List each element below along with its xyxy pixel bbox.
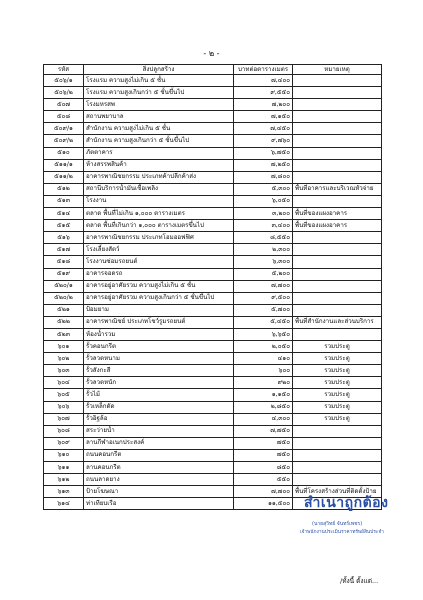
row-note: พื้นที่ของแผงอาคาร: [293, 208, 382, 220]
row-code: ๕๑๑/๑: [44, 159, 84, 171]
page-number: - ๒ -: [203, 49, 220, 58]
table-row: [44, 462, 382, 474]
row-code: ๖๑๔: [44, 498, 84, 510]
row-note: [293, 171, 382, 183]
row-price: ๗,๘๐๐: [234, 171, 293, 183]
row-code: ๕๐๗: [44, 99, 84, 111]
row-code: ๕๑๒: [44, 183, 84, 195]
row-code: ๕๑๓: [44, 195, 84, 207]
row-price: ๙๒๐: [234, 377, 293, 389]
table-row: [44, 123, 382, 135]
table-row: [44, 437, 382, 449]
row-price: ๗,๒๕๐: [234, 159, 293, 171]
row-price: ๗,๗๕๐: [234, 425, 293, 437]
row-note: [293, 328, 382, 340]
row-building: ป้อมยาม: [84, 304, 234, 316]
row-price: ๗,๗๐๐: [234, 280, 293, 292]
row-building: รั้วสังกะสี: [84, 365, 234, 377]
row-price: ๕,๗๐๐: [234, 304, 293, 316]
row-building: โรงแรม ความสูงเกินกว่า ๕ ชั้นขึ้นไป: [84, 87, 234, 99]
row-note: [293, 437, 382, 449]
row-price: ๑,๑๕๐: [234, 389, 293, 401]
row-price: ๑๑,๕๐๐: [234, 498, 293, 510]
row-note: [293, 159, 382, 171]
row-note: [293, 268, 382, 280]
table-row: [44, 316, 382, 328]
row-price: ๒,๘๕๐: [234, 401, 293, 413]
row-note: [293, 244, 382, 256]
row-code: ๕๐๙/๒: [44, 135, 84, 147]
row-code: ๖๐๘: [44, 425, 84, 437]
header-price: บาทต่อตารางเมตร: [234, 65, 293, 75]
row-code: ๕๐๖/๑: [44, 75, 84, 87]
row-price: ๕,๔๕๐: [234, 316, 293, 328]
row-price: ๖,๓๐๐: [234, 256, 293, 268]
table-row: [44, 232, 382, 244]
row-code: ๖๐๕: [44, 389, 84, 401]
row-note: [293, 123, 382, 135]
row-building: ตลาด พื้นที่ไม่เกิน ๑,๐๐๐ ตารางเมตร: [84, 208, 234, 220]
row-building: ลานคอนกรีต: [84, 462, 234, 474]
row-code: ๕๑๑/๒: [44, 171, 84, 183]
table-header-row: [44, 65, 382, 75]
row-note: พื้นที่โครงสร้างส่วนที่ติดตั้งป้าย: [293, 486, 382, 498]
table-row: [44, 280, 382, 292]
row-price: ๓,๔๐๐: [234, 220, 293, 232]
row-building: รั้วคอนกรีต: [84, 341, 234, 353]
table-row: [44, 147, 382, 159]
row-note: พื้นที่ของแผงอาคาร: [293, 220, 382, 232]
row-note: รวมประตู: [293, 365, 382, 377]
row-code: ๖๑๐: [44, 449, 84, 461]
row-note: รวมประตู: [293, 377, 382, 389]
row-note: รวมประตู: [293, 401, 382, 413]
row-note: รวมประตู: [293, 353, 382, 365]
stamp-signature: (นายสุวิทย์ จันทร์เพชร): [312, 521, 363, 527]
row-building: อาคารอยู่อาศัยรวม ความสูงไม่เกิน ๕ ชั้น: [84, 280, 234, 292]
table-row: [44, 304, 382, 316]
row-building: ถนนคอนกรีต: [84, 449, 234, 461]
table-row: [44, 135, 382, 147]
row-note: [293, 304, 382, 316]
row-code: ๕๑๔: [44, 208, 84, 220]
table-row: [44, 220, 382, 232]
row-price: ๓,๒๐๐: [234, 208, 293, 220]
row-note: [293, 135, 382, 147]
row-building: สถานพยาบาล: [84, 111, 234, 123]
row-building: โรงงานซ่อมรถยนต์: [84, 256, 234, 268]
table-row: [44, 99, 382, 111]
table-row: [44, 75, 382, 87]
row-code: ๕๒๓: [44, 328, 84, 340]
row-note: [293, 195, 382, 207]
row-code: ๖๐๑: [44, 341, 84, 353]
row-code: ๕๑๖: [44, 232, 84, 244]
row-price: ๘๕๐: [234, 462, 293, 474]
row-price: ๖,๖๕๐: [234, 328, 293, 340]
row-code: ๕๐๘: [44, 111, 84, 123]
row-building: ถนนลาดยาง: [84, 474, 234, 486]
row-code: ๖๐๒: [44, 353, 84, 365]
table-row: [44, 292, 382, 304]
row-price: ๒,๐๕๐: [234, 341, 293, 353]
row-code: ๖๐๖: [44, 401, 84, 413]
table-row: [44, 425, 382, 437]
table-row: [44, 365, 382, 377]
row-building: ตลาด พื้นที่เกินกว่า ๑,๐๐๐ ตารางเมตรขึ้นไป: [84, 220, 234, 232]
row-building: อาคารจอดรถ: [84, 268, 234, 280]
row-price: ๖๐๐: [234, 365, 293, 377]
table-row: [44, 195, 382, 207]
row-building: สำนักงาน ความสูงไม่เกิน ๕ ชั้น: [84, 123, 234, 135]
table-row: [44, 111, 382, 123]
row-building: อาคารอยู่อาศัยรวม ความสูงเกินกว่า ๕ ชั้นขึ้นไป: [84, 292, 234, 304]
row-building: รั้วลวดหนัก: [84, 377, 234, 389]
table-row: [44, 256, 382, 268]
continuation-text: /ทั้งนี้ ตั้งแต่...: [340, 577, 379, 585]
row-note: [293, 99, 382, 111]
table-row: [44, 208, 382, 220]
row-code: ๕๑๕: [44, 220, 84, 232]
row-code: ๖๐๔: [44, 377, 84, 389]
row-code: ๕๒๐/๑: [44, 280, 84, 292]
table-row: [44, 413, 382, 425]
row-code: ๕๒๒: [44, 316, 84, 328]
row-code: ๖๑๒: [44, 474, 84, 486]
row-building: ลานกีฬาอเนกประสงค์: [84, 437, 234, 449]
row-note: พื้นที่สำนักงานและส่วนบริการ: [293, 316, 382, 328]
row-building: สระว่ายน้ำ: [84, 425, 234, 437]
row-price: ๗๕๐: [234, 437, 293, 449]
row-price: ๙,๗๖๐: [234, 135, 293, 147]
row-price: ๗๕๐: [234, 449, 293, 461]
table-row: [44, 389, 382, 401]
row-note: [293, 256, 382, 268]
row-code: ๖๑๓: [44, 486, 84, 498]
row-price: ๔๑๐: [234, 353, 293, 365]
row-building: โรงมหรสพ: [84, 99, 234, 111]
row-price: ๒,๓๐๐: [234, 244, 293, 256]
row-note: [293, 449, 382, 461]
row-building: อาคารพาณิชย์ ประเภทโชว์รูมรถยนต์: [84, 316, 234, 328]
row-note: รวมประตู: [293, 389, 382, 401]
row-note: [293, 75, 382, 87]
table-row: [44, 377, 382, 389]
row-building: รั้วลวดหนาม: [84, 353, 234, 365]
row-code: ๖๐๗: [44, 413, 84, 425]
table-row: [44, 171, 382, 183]
row-price: ๗,๑๕๐: [234, 111, 293, 123]
row-building: อาคารพาณิชยกรรม ประเภทค้าปลีกค้าส่ง: [84, 171, 234, 183]
row-building: รั้วไม้: [84, 389, 234, 401]
row-price: ๔,๓๐๐: [234, 413, 293, 425]
row-code: ๕๒๐/๒: [44, 292, 84, 304]
row-note: [293, 462, 382, 474]
row-note: [293, 111, 382, 123]
valuation-table: [43, 64, 382, 510]
table-body: [44, 75, 382, 510]
table-row: [44, 183, 382, 195]
row-price: ๙,๕๕๐: [234, 87, 293, 99]
row-building: โรงงาน: [84, 195, 234, 207]
row-building: ท่าเทียบเรือ: [84, 498, 234, 510]
row-note: รวมประตู: [293, 341, 382, 353]
row-building: ภัตตาคาร: [84, 147, 234, 159]
row-price: ๕๕๐: [234, 474, 293, 486]
row-building: รั้วเหล็กดัด: [84, 401, 234, 413]
row-building: สำนักงาน ความสูงเกินกว่า ๕ ชั้นขึ้นไป: [84, 135, 234, 147]
row-building: ป้ายโฆษณา: [84, 486, 234, 498]
row-price: ๕,๒๐๐: [234, 268, 293, 280]
row-building: โรงแรม ความสูงไม่เกิน ๕ ชั้น: [84, 75, 234, 87]
row-building: อาคารพาณิชยกรรม ประเภทโฮมออฟฟิศ: [84, 232, 234, 244]
row-note: [293, 87, 382, 99]
row-price: ๗,๗๐๐: [234, 486, 293, 498]
row-code: ๕๒๑: [44, 304, 84, 316]
row-price: ๕,๓๐๐: [234, 183, 293, 195]
row-note: [293, 292, 382, 304]
row-price: ๗,๔๕๐: [234, 123, 293, 135]
row-code: ๕๐๙/๑: [44, 123, 84, 135]
row-price: ๖,๐๕๐: [234, 195, 293, 207]
row-note: [293, 280, 382, 292]
row-note: พื้นที่อาคารและบริเวณหัวจ่าย: [293, 183, 382, 195]
header-code: รหัส: [44, 65, 84, 75]
table-row: [44, 341, 382, 353]
row-code: ๖๐๓: [44, 365, 84, 377]
row-note: รวมประตู: [293, 413, 382, 425]
row-price: ๗,๒๐๐: [234, 99, 293, 111]
table-row: [44, 328, 382, 340]
row-code: ๕๑๘: [44, 256, 84, 268]
row-note: [293, 232, 382, 244]
row-note: [293, 147, 382, 159]
table-row: [44, 474, 382, 486]
row-code: ๖๐๙: [44, 437, 84, 449]
row-code: ๕๑๙: [44, 268, 84, 280]
row-price: ๙,๕๐๐: [234, 292, 293, 304]
table-row: [44, 353, 382, 365]
row-building: ห้างสรรพสินค้า: [84, 159, 234, 171]
row-building: สถานีบริการน้ำมันเชื้อเพลิง: [84, 183, 234, 195]
row-price: ๖,๗๕๐: [234, 147, 293, 159]
table-row: [44, 159, 382, 171]
row-note: [293, 425, 382, 437]
header-building: สิ่งปลูกสร้าง: [84, 65, 234, 75]
stamp-title: สำเนาถูกต้อง: [304, 495, 389, 511]
table-row: [44, 244, 382, 256]
row-code: ๖๑๑: [44, 462, 84, 474]
row-building: รั้วอิฐล้อ: [84, 413, 234, 425]
table-row: [44, 87, 382, 99]
row-code: ๕๑๐: [44, 147, 84, 159]
row-note: [293, 474, 382, 486]
table-row: [44, 449, 382, 461]
header-note: หมายเหตุ: [293, 65, 382, 75]
row-code: ๕๐๖/๒: [44, 87, 84, 99]
row-price: ๗,๔๐๐: [234, 75, 293, 87]
table-row: [44, 268, 382, 280]
row-price: ๘,๕๕๐: [234, 232, 293, 244]
row-building: ห้องน้ำรวม: [84, 328, 234, 340]
table-row: [44, 401, 382, 413]
row-code: ๕๑๗: [44, 244, 84, 256]
stamp-certifier: เจ้าพนักงานประเมินราคาทรัพย์สินประจำ: [300, 530, 384, 535]
row-building: โรงเลี้ยงสัตว์: [84, 244, 234, 256]
